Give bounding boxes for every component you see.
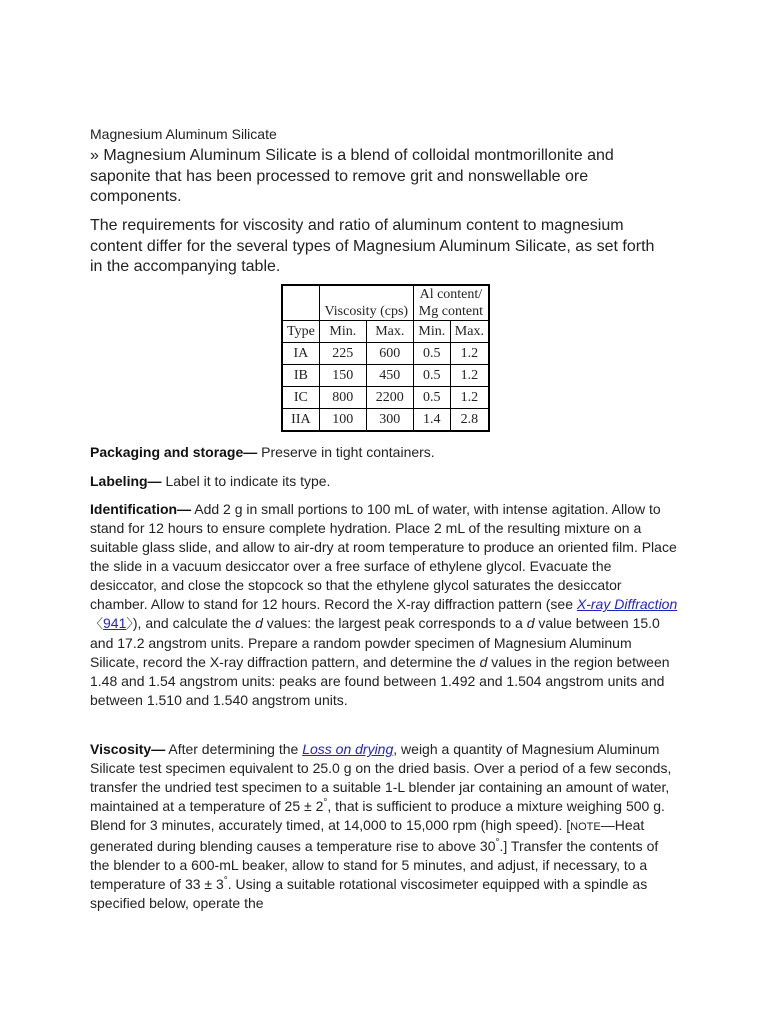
intro-paragraph: » Magnesium Aluminum Silicate is a blend of colloidal montmorillonite and saponite that has been processed to remove grit and nonswellable ore components. bbox=[90, 147, 614, 205]
subheader-visc-min: Min. bbox=[319, 321, 366, 343]
table-header-viscosity: Viscosity (cps) bbox=[319, 285, 413, 321]
cell-al-max: 1.2 bbox=[450, 365, 489, 387]
table-header-blank bbox=[282, 285, 319, 321]
cell-al-max: 1.2 bbox=[450, 343, 489, 365]
packaging-section bbox=[90, 443, 680, 462]
identification-text-1: Add 2 g in small portions to 100 mL of water, with intense agitation. Allow to stand for 12 hours to ensure complete hydration. Place 2 mL of the resulting mixture on a suitable glass slide, and allow to air-dry at room temperature to produce an oriented film. Place the slide in a vacuum desiccator over a free surface of ethylene glycol. Evacuate the desiccator, and close the stopcock so that the ethylene glycol saturates the desiccator chamber. Allow to stand for 12 hours. Record the X-ray diffraction pattern (see bbox=[90, 501, 677, 612]
loss-on-drying-link[interactable]: Loss on drying bbox=[302, 741, 394, 757]
subheader-al-max: Max. bbox=[450, 321, 489, 343]
table-header-al-mg bbox=[413, 285, 489, 321]
cell-al-min: 0.5 bbox=[413, 365, 450, 387]
d-symbol: d bbox=[255, 615, 263, 631]
cell-visc-min: 150 bbox=[319, 365, 366, 387]
monograph-title: Magnesium Aluminum Silicate bbox=[90, 126, 277, 142]
cell-visc-min: 225 bbox=[319, 343, 366, 365]
labeling-text: Label it to indicate its type. bbox=[161, 473, 331, 489]
cell-visc-max: 450 bbox=[366, 365, 413, 387]
table-header-row bbox=[282, 285, 489, 321]
al-header-line2: Mg content bbox=[418, 304, 483, 319]
identification-text-2: ), and calculate the bbox=[132, 615, 256, 631]
viscosity-text-4: —Heat generated during blending causes a temperature rise to above 30 bbox=[90, 817, 645, 854]
viscosity-text-5: .] Transfer the contents of the blender to a 600-mL beaker, allow to stand for 5 minutes, and adjust, if necessary, to a temperature of 33 ± 3 bbox=[90, 838, 659, 892]
cell-type: IB bbox=[282, 365, 319, 387]
cell-type: IA bbox=[282, 343, 319, 365]
cell-visc-max: 600 bbox=[366, 343, 413, 365]
viscosity-text-1: After determining the bbox=[165, 741, 303, 757]
identification-text-3: values: the largest peak corresponds to a bbox=[262, 615, 527, 631]
viscosity-text-2: , weigh a quantity of Magnesium Aluminum Silicate test specimen equivalent to 25.0 g on the dried basis. Over a period of a few seconds, transfer the undried test specimen to a suitable 1-L blender jar containing an amount of water, maintained at a temperature of 25 ± 2 bbox=[90, 741, 672, 814]
types-table bbox=[281, 284, 490, 432]
cell-visc-max: 300 bbox=[366, 409, 413, 432]
cell-visc-min: 800 bbox=[319, 387, 366, 409]
table-row bbox=[282, 343, 489, 365]
chapter-941-link[interactable]: 941 bbox=[103, 615, 127, 631]
identification-text-4: value between 15.0 and 17.2 angstrom units. Prepare a random powder specimen of Magnesium Aluminum Silicate, record the X-ray diffraction pattern, and determine the bbox=[90, 615, 660, 670]
subheader-visc-max: Max. bbox=[366, 321, 413, 343]
cell-type: IC bbox=[282, 387, 319, 409]
cell-al-min: 0.5 bbox=[413, 387, 450, 409]
xray-diffraction-link[interactable]: X-ray Diffraction bbox=[576, 596, 678, 612]
al-header-line1: Al content/ bbox=[419, 287, 483, 302]
cell-visc-min: 100 bbox=[319, 409, 366, 432]
cell-al-min: 0.5 bbox=[413, 343, 450, 365]
table-row bbox=[282, 387, 489, 409]
table-row bbox=[282, 365, 489, 387]
d-symbol: d bbox=[526, 615, 535, 631]
cell-al-max: 1.2 bbox=[450, 387, 489, 409]
cell-type: IIA bbox=[282, 409, 319, 432]
identification-section bbox=[90, 500, 680, 710]
angle-open: 〈 bbox=[90, 617, 104, 632]
subheader-al-min: Min. bbox=[413, 321, 450, 343]
cell-al-max: 2.8 bbox=[450, 409, 489, 432]
identification-text-5: values in the region between 1.48 and 1.54 angstrom units: peaks are found between 1.492 and 1.504 angstrom units and between 1.510 and 1.540 angstrom units. bbox=[90, 654, 670, 708]
cell-al-min: 1.4 bbox=[413, 409, 450, 432]
identification-heading: Identification— bbox=[90, 501, 192, 517]
packaging-heading: Packaging and storage— bbox=[90, 444, 258, 460]
d-symbol: d bbox=[479, 654, 488, 670]
table-subheader-row bbox=[282, 321, 489, 343]
note-label: NOTE bbox=[570, 821, 601, 833]
viscosity-section bbox=[90, 740, 680, 913]
viscosity-text-6: . Using a suitable rotational viscosimeter equipped with a spindle as specified below, operate the bbox=[90, 876, 648, 911]
labeling-section bbox=[90, 472, 680, 491]
subheader-type: Type bbox=[282, 321, 319, 343]
cell-visc-max: 2200 bbox=[366, 387, 413, 409]
degree-symbol: ° bbox=[223, 875, 228, 887]
angle-close: 〉 bbox=[126, 617, 133, 632]
requirements-paragraph: The requirements for viscosity and ratio of aluminum content to magnesium content differ for the several types of Magnesium Aluminum Silicate, as set forth in the accompanying table. bbox=[90, 217, 655, 275]
viscosity-text-3: , that is sufficient to produce a mixture weighing 500 g. Blend for 3 minutes, accurately timed, at 14,000 to 15,000 rpm (high speed). [ bbox=[90, 798, 665, 833]
packaging-text: Preserve in tight containers. bbox=[257, 444, 435, 460]
table-row bbox=[282, 409, 489, 432]
labeling-heading: Labeling— bbox=[90, 473, 162, 489]
degree-symbol: ° bbox=[495, 837, 500, 849]
viscosity-heading: Viscosity— bbox=[90, 741, 166, 757]
degree-symbol: ° bbox=[323, 797, 328, 809]
